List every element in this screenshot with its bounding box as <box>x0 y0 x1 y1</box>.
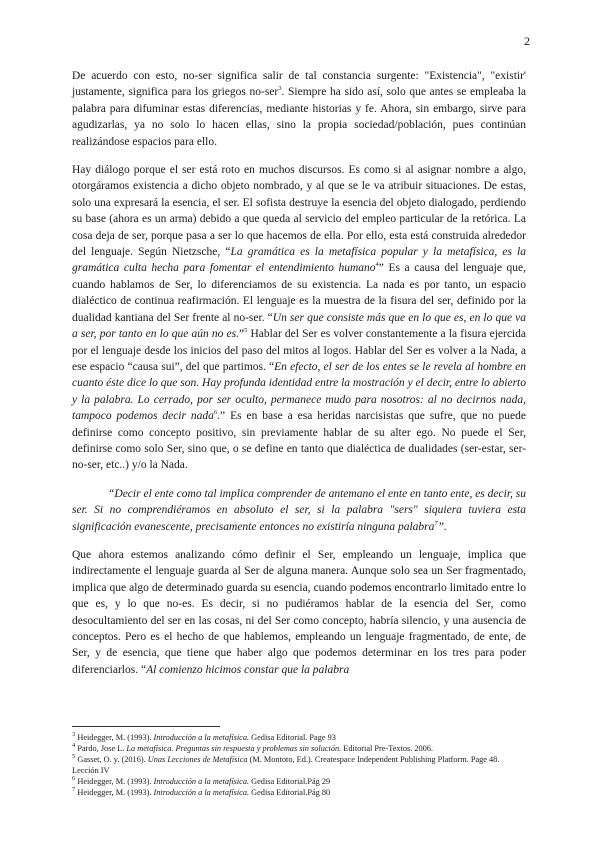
page-number: 2 <box>524 34 530 48</box>
quote-trailing: Al comienzo hicimos constar que la palabra <box>146 663 350 676</box>
body-text <box>72 68 526 690</box>
footnote-ref[interactable]: 6 <box>213 409 218 417</box>
footnote: $^6$ Heidegger, M. (1993). Introducción a la metafísica. Gedisa Editorial.Pág 29 <box>72 775 331 786</box>
quote-heidegger: En efecto, el ser de los entes se le revela al hombre en cuanto éste dice lo que son. Hay profunda identidad entre la mostración y el decir, entre lo abierto y la palabra. Lo cerrado, por ser oculto, permanece mudo para nosotros: al no decirnos nada, tampoco podemos decir nada <box>72 360 526 423</box>
footnote-ref[interactable]: 4 <box>375 261 379 269</box>
footnote-divider <box>72 726 220 727</box>
paragraph-2: Hay diálogo porque el ser está roto en muchos discursos. Es como si al asignar nombre a algo, otorgáramos existencia a dicho objeto nombrado, y al que se le va atribuir situaciones. De estas, solo una expresará la esencia, el ser. El sofista destruye la esencia del objeto dialogado, perdiendo su base (ahora es un arma) debido a que queda al servicio del empleo particular de la retórica. La cosa deja de ser, porque pasa a ser lo que hacemos de ella. Por ello, esta está construida alrededor del lenguaje. Según Nietzsche, “La gramática es la metafísica popular y la metafísica, es la gramática culta hecha para fomentar el entendimiento humano$^4$” Es a causa del lenguaje que, cuando hablamos de Ser, lo diferenciamos de su existencia. La nada es por tanto, un espacio dialéctico de continua reafirmación. El lenguaje es la muestra de la fisura del ser, definido por la dualidad kantiana del Ser frente al no-ser. “Un ser que consiste más que en lo que es, en lo que va a ser, por tanto en lo que aún no es.”$^5$ Hablar del Ser es volver constantemente a la fisura ejercida por el lenguaje desde los inicios del paso del mitos al logos. Hablar del Ser es volver a la Nada, a ese espacio “causa sui”, del que partimos. “En efecto, el ser de los entes se le revela al hombre en cuanto éste dice lo que son. Hay profunda identidad entre la mostración y el decir, entre lo abierto y la palabra. Lo cerrado, por ser oculto, permanece mudo para nosotros: al no decirnos nada, tampoco podemos decir nada$^6$.” Es en base a esa heridas narcisistas que sufre, que no puede definirse como concepto positivo, sin previamente hablar de su alter ego. No puede el Ser, definirse como solo Ser, sino que, o se define en tanto que dialéctica de dualidades (ser-estar, ser-no-ser, etc..) y/o la Nada. <box>72 164 527 472</box>
footnote-ref[interactable]: 3 <box>278 85 282 93</box>
footnote: $^5$ Gasset, O. y. (2016). Unas Lecciones de Metafísica (M. Montoto, Ed.). Createspace Independent Publishing Platform. Page 48. Lección IV <box>72 753 500 775</box>
quote-nietzsche: La gramática es la metafísica popular y la metafísica, es la gramática culta hecha para fomentar el entendimiento humano <box>72 246 526 275</box>
paragraph-4: Que ahora estemos analizando cómo definir el Ser, empleando un lenguaje, implica que indirectamente el lenguaje guarda al Ser de alguna manera. Aunque solo sea un Ser fragmentado, implica que algo de determinado guarda su esencia, cuando podemos encontrarlo limitado entre lo que es, y lo que no-es. Es decir, si no pudiéramos hablar de la esencia del Ser, como desocultamiento del ser en las cosas, ni del Ser como concepto, habría silencio, y una ausencia de conceptos. Pero es el hecho de que hablemos, empleando un lenguaje fragmentado, de ente, de Ser, y de esencia, que tiene que haber algo que podemos determinar en los tres para poder diferenciarlos. “Al comienzo hicimos constar que la palabra <box>72 548 526 676</box>
quote-gasset: Un ser que consiste más que en lo que es, en lo que va a ser, por tanto en lo que aún no es. <box>72 311 526 341</box>
footnotes <box>72 732 528 798</box>
block-quote: “Decir el ente como tal implica comprender de antemano el ente en tanto ente, es decir, su ser. Si no comprendiéramos en absoluto el ser, si la palabra "sers" siquiera tuviera esta significación evanescente, precisamente entonces no existiría ninguna palabra$^7$”. <box>72 487 526 533</box>
footnote-ref[interactable]: 7 <box>434 519 438 527</box>
footnote-ref[interactable]: 5 <box>244 327 248 335</box>
footnote: $^4$ Pardo, Jose L. La metafísica. Preguntas sin respuesta y problemas sin solución. Editorial Pre-Textos. 2006. <box>72 742 434 753</box>
footnote: $^3$ Heidegger, M. (1993). Introducción a la metafísica. Gedisa Editorial. Page 93 <box>72 731 336 742</box>
footnote: $^7$ Heidegger, M. (1993). Introducción a la metafísica. Gedisa Editorial.Pág 80 <box>72 786 331 797</box>
paragraph-1: De acuerdo con esto, no-ser significa salir de tal constancia surgente: "Existencia", "existir' justamente, significa para los griegos no-ser$^3$. Siempre ha sido así, solo que antes se empleaba la palabra para difuminar estas diferencias, mediante historias y fe. Ahora, sin embargo, sirve para agudizarlas, ya no solo lo hacen ellas, sino la propia sociedad/población, pues continúan realizándose espacios para ello. <box>72 70 527 148</box>
